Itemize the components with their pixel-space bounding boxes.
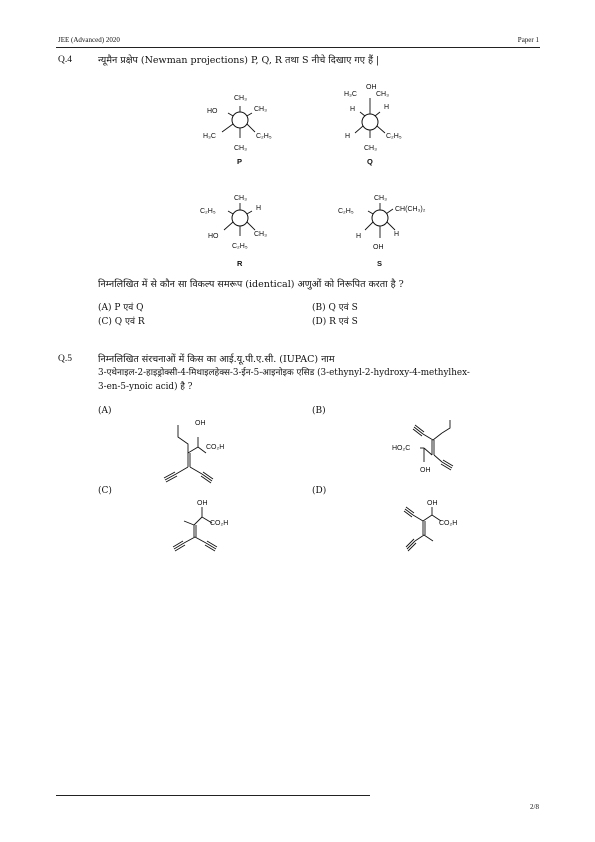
p-c2h5: C₂H₅ (256, 133, 272, 140)
a-co2h: CO₂H (206, 444, 225, 451)
structure-d (385, 495, 485, 565)
q5-option-b[interactable]: (B) (312, 406, 326, 416)
footer-rule (56, 795, 370, 796)
structure-c (160, 495, 250, 565)
p-ch3-bottom: CH₃ (234, 145, 247, 152)
q5-option-a[interactable]: (A) (98, 406, 112, 416)
c-co2h: CO₂H (210, 520, 229, 527)
header-exam-title: JEE (Advanced) 2020 (58, 36, 120, 44)
q-oh: OH (366, 84, 377, 91)
d-oh: OH (427, 500, 438, 507)
q-ch3: CH₃ (376, 91, 389, 98)
q-c2h5: C₂H₅ (386, 133, 402, 140)
s-h-left: H (356, 233, 362, 240)
label-p: P (237, 157, 243, 166)
label-s: S (377, 259, 383, 268)
newman-p (203, 95, 272, 166)
r-ch3-right: CH₃ (254, 231, 267, 238)
q5-option-c[interactable]: (C) (98, 486, 112, 496)
q4-option-d[interactable]: (D) R एवं S (312, 317, 358, 327)
newman-projections (180, 78, 480, 278)
c-oh: OH (197, 500, 208, 507)
s-ch3-top: CH₃ (374, 195, 387, 202)
q5-line3: 3-en-5-ynoic acid) है ? (98, 382, 193, 392)
q4-text: न्यूमैन प्रक्षेप (Newman projections) P, Q, R तथा S नीचे दिखाए गए हैं | (98, 55, 380, 66)
newman-s (338, 195, 426, 268)
p-h3c: H₃C (203, 133, 216, 140)
structure-a (150, 415, 240, 485)
q4-option-b[interactable]: (B) Q एवं S (312, 303, 358, 313)
q-h3c: H₃C (344, 91, 357, 98)
newman-r (200, 195, 267, 268)
q5-line2: 3-एथेनाइल-2-हाइड्रोक्सी-4-मिथाइलहेक्स-3-ईन-5-आइनोइक एसिड (3-ethynyl-2-hydroxy-4-methylhex- (98, 368, 470, 378)
label-q: Q (367, 157, 373, 166)
r-c2h5: C₂H₅ (200, 208, 216, 215)
s-oh: OH (373, 244, 384, 251)
q-h-left: H (350, 106, 356, 113)
q4-option-c[interactable]: (C) Q एवं R (98, 317, 145, 327)
structure-b (390, 410, 480, 480)
r-c2h5-bottom: C₂H₅ (232, 243, 248, 250)
p-ho: HO (207, 108, 218, 115)
q4-question: निम्नलिखित में से कौन सा विकल्प समरूप (identical) अणुओं को निरूपित करता है ? (98, 279, 404, 290)
label-r: R (237, 259, 243, 268)
r-ch3-top: CH₃ (234, 195, 247, 202)
r-ho: HO (208, 233, 219, 240)
q-h-right: H (384, 104, 390, 111)
b-oh: OH (420, 467, 431, 474)
p-ch3-top: CH₃ (234, 95, 247, 102)
header-paper: Paper 1 (517, 36, 539, 44)
q4-number: Q.4 (58, 55, 72, 65)
newman-q (344, 84, 402, 166)
page-number: 2/8 (530, 803, 539, 811)
d-co2h: CO₂H (439, 520, 458, 527)
s-h-right: H (394, 231, 400, 238)
b-ho2c: HO₂C (392, 445, 411, 452)
q-h-bottom: H (345, 133, 351, 140)
q-ch3-bottom: CH₃ (364, 145, 377, 152)
a-oh: OH (195, 420, 206, 427)
header-rule (56, 47, 540, 48)
s-chch32: CH(CH₃)₂ (395, 206, 426, 213)
p-ch3-right: CH₃ (254, 106, 267, 113)
q5-number: Q.5 (58, 354, 72, 364)
q4-option-a[interactable]: (A) P एवं Q (98, 303, 144, 313)
q5-option-d[interactable]: (D) (312, 486, 327, 496)
s-c2h5: C₂H₅ (338, 208, 354, 215)
r-h: H (256, 205, 262, 212)
q5-line1: निम्नलिखित संरचनाओं में किस का आई.यू.पी.ए.सी. (IUPAC) नाम (98, 354, 335, 365)
